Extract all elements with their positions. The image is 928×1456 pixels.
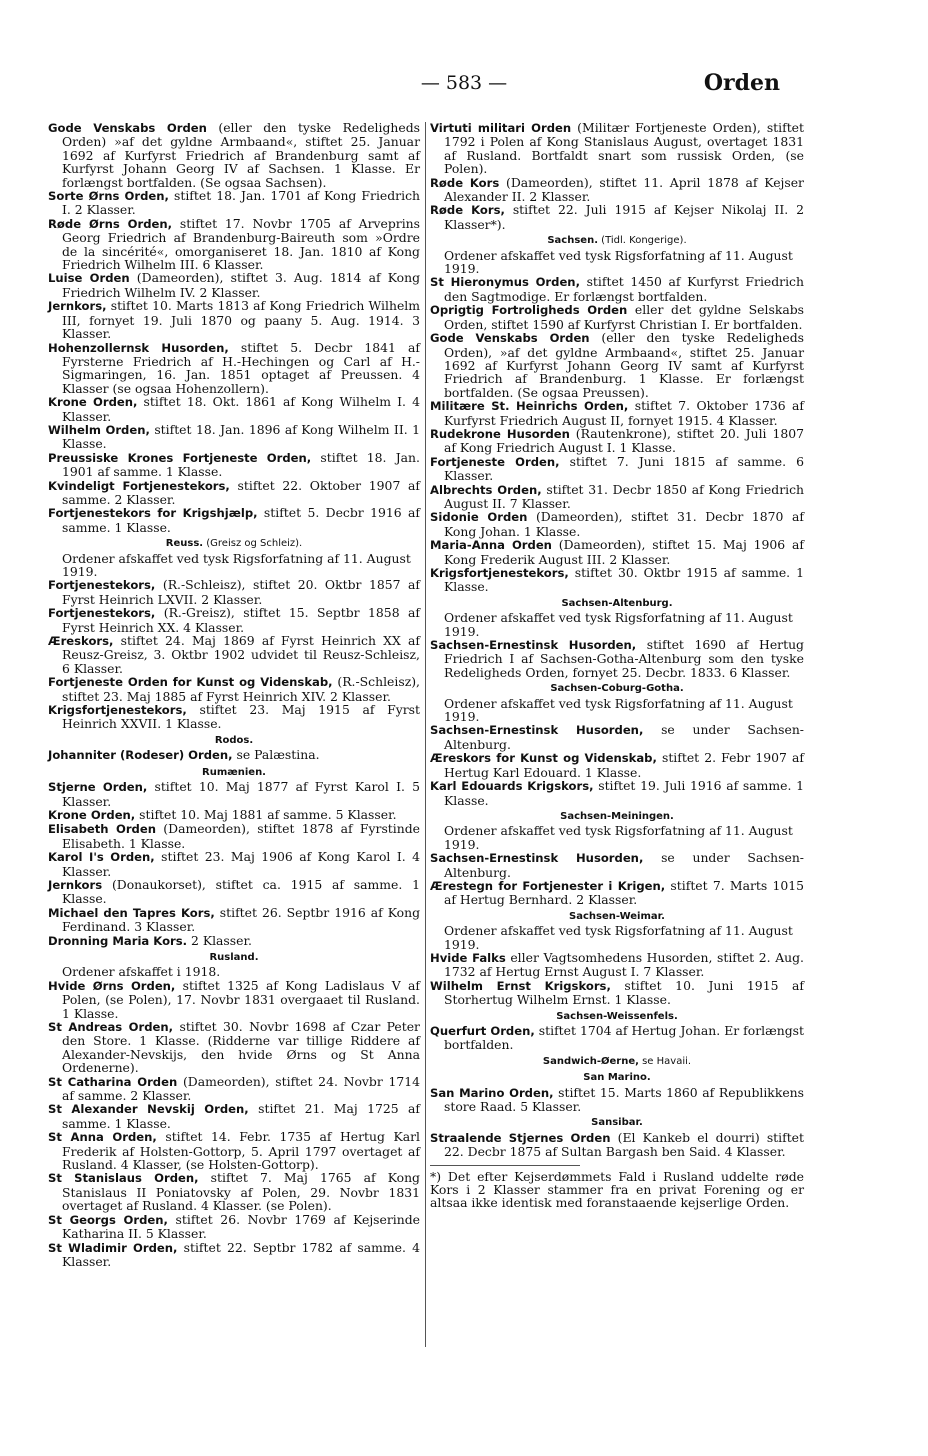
section-heading [430,1116,804,1129]
order-entry [48,822,420,850]
section-note: Ordener afskaffet ved tysk Rigsforfatning af 11. August 1919. [444,823,793,852]
order-description: stiftet 22. Oktober 1907 af samme. 2 Klasser. [62,477,420,507]
order-name: Sachsen-Ernestinsk Husorden, [430,723,644,738]
order-entry [48,578,420,606]
order-name: Albrechts Orden, [430,482,542,497]
order-description: (R.-Schleisz), stiftet 23. Maj 1885 af Fyrst Heinrich XIV. 2 Klasser. [62,674,421,704]
order-description: stiftet 26. Novbr 1769 af Kejserinde Katharina II. 5 Klasser. [62,1211,420,1242]
order-description: stiftet 19. Juli 1916 af samme. 1 Klasse. [444,778,804,808]
order-entry [430,851,804,879]
order-description: (eller den tyske Redeligheds Orden) »af det gyldne Armbaand«, stiftet 25. Januar 1692 af Kurfyrst Friedrich af Brandenburg samt af Kurfyrst Johann Georg IV af Sachsen. 1 Klasse. Er forlængst bortfalden. (Se ogsaa Sachsen). [62,120,420,190]
order-entry [430,879,804,907]
order-entry [430,427,804,455]
section-heading [430,597,804,610]
order-name: Elisabeth Orden [48,822,156,837]
order-name: Rudekrone Husorden [430,426,570,441]
order-description: stiftet 22. Juli 1915 af Kejser Nikolaj II. 2 Klasser*). [444,202,804,232]
order-name: Fortjenestekors, [48,578,156,593]
order-description: se under Sachsen-Altenburg. [444,722,804,752]
section-name: Sachsen-Weimar. [569,910,665,922]
section-note: Ordener afskaffet ved tysk Rigsforfatning af 11. August 1919. [444,610,793,639]
order-entry [48,395,420,423]
section-note: Ordener afskaffet ved tysk Rigsforfatning af 11. August 1919. [444,247,793,277]
order-entry [48,675,420,703]
order-name: Sidonie Orden [430,510,528,525]
order-name: Røde Kors, [430,203,505,218]
order-entry [48,506,420,534]
order-name: Krigsfortjenestekors, [48,703,187,718]
order-name: St Wladimir Orden, [48,1240,178,1255]
order-entry [48,1171,420,1212]
order-entry [48,1075,420,1103]
order-description: stiftet 22. Septbr 1782 af samme. 4 Klasser. [62,1239,420,1269]
order-entry [430,566,804,594]
order-entry [48,451,420,479]
order-entry [430,121,804,176]
section-heading [430,1010,804,1023]
order-name: Michael den Tapres Kors, [48,905,215,920]
order-entry [48,606,420,634]
order-description: stiftet 18. Jan. 1701 af Kong Friedrich I. 2 Klasser. [62,188,420,218]
section-note: (Greisz og Schleiz). [203,538,303,550]
order-name: St Alexander Nevskij Orden, [48,1102,249,1117]
order-description: stiftet 18. Jan. 1896 af Kong Wilhelm II. 1 Klasse. [62,421,420,452]
order-name: Ærestegn for Fortjenester i Krigen, [430,878,666,893]
section-name: San Marino. [583,1072,651,1084]
section-heading [430,682,804,695]
section-name: Rumænien. [202,766,266,778]
order-entry [48,121,420,189]
order-name: Sachsen-Ernestinsk Husorden, [430,851,644,866]
section-name: Sansibar. [591,1117,643,1129]
order-name: Straalende Stjernes Orden [430,1130,611,1145]
order-description: stiftet 10. Maj 1881 af samme. 5 Klasser. [135,806,397,822]
order-entry [48,906,420,934]
order-entry [430,751,804,779]
order-description: stiftet 15. Marts 1860 af Republikkens store Raad. 5 Klasser. [444,1084,804,1115]
order-entry [48,878,420,906]
order-name: Wilhelm Orden, [48,422,150,437]
section-name: Sachsen-Meiningen. [560,810,674,822]
order-description: (Dameorden), stiftet 11. April 1878 af Kejser Alexander II. 2 Klasser. [444,174,804,205]
order-entry [430,455,804,483]
order-entry [48,808,420,822]
order-name: Æreskors, [48,634,114,649]
order-entry [48,850,420,878]
order-name: Krigsfortjenestekors, [430,566,569,580]
order-description: (R.-Greisz), stiftet 15. Septbr 1858 af Fyrst Heinrich XX. 4 Klasser. [62,605,420,635]
order-name: Fortjenestekors, [48,606,156,621]
order-description: (Dameorden), stiftet 15. Maj 1906 af Kong Frederik August III. 2 Klasser. [444,537,804,567]
order-name: St Stanislaus Orden, [48,1171,199,1186]
section-note: Ordener afskaffet ved tysk Rigsforfatning af 11. August 1919. [62,550,411,579]
order-entry [430,979,804,1007]
order-name: Militære St. Heinrichs Orden, [430,399,629,414]
order-description: stiftet 17. Novbr 1705 af Arveprins Georg Friedrich af Brandenburg-Baireuth som »Ordre de la sincérité«, omorganiseret 18. Jan. 1810 af Kong Friedrich Wilhelm III. 6 Klasser. [62,215,421,273]
order-name: Fortjenestekors for Krigshjælp, [48,506,258,521]
order-entry [430,723,804,751]
order-description: se under Sachsen-Altenburg. [444,850,804,880]
order-description: (eller den tyske Redeligheds Orden), »af det gyldne Armbaand«, stiftet 25. Januar 1692 af Kurfyrst Johann Georg IV samt af Kurfyrst Friedrich af Brandenburg. 1 Klasse. Er forlængst bortfalden. (Se ogsaa Preussen). [444,330,804,400]
order-entry [48,634,420,675]
order-entry [48,341,420,396]
order-name: Karl Edouards Krigskors, [430,779,594,794]
order-name: Kvindeligt Fortjenestekors, [48,478,230,493]
order-description: (Militær Fortjeneste Orden), stiftet 1792 i Polen af Kong Stanislaus August, overtaget 1831 af Rusland. Bortfaldt snart som russisk Orden, (se Polen). [444,120,804,177]
page-number: — 583 — [420,72,508,94]
order-entry [430,203,804,231]
order-entry [48,703,420,731]
order-description: stiftet 18. Okt. 1861 af Kong Wilhelm I. 4 Klasser. [62,394,420,424]
order-name: St Catharina Orden [48,1074,178,1089]
order-name: Karol I's Orden, [48,850,155,865]
order-description: stiftet 7. Oktober 1736 af Kurfyrst Friedrich August II, fornyet 1915. 4 Klasser. [444,398,804,428]
order-description: stiftet 23. Maj 1906 af Kong Karol I. 4 Klasser. [62,849,420,879]
order-name: Fortjeneste Orden for Kunst og Videnskab, [48,675,333,690]
order-name: Krone Orden, [48,807,136,822]
order-entry [430,1086,804,1114]
order-entry [430,638,804,679]
section-note: Ordener afskaffet i 1918. [62,964,221,980]
order-name: Johanniter (Rodeser) Orden, [48,748,233,763]
order-entry [48,1020,420,1075]
order-description: eller Vagtsomhedens Husorden, stiftet 2. Aug. 1732 af Hertug Ernst August I. 7 Klasser. [444,949,804,980]
order-description: stiftet 21. Maj 1725 af samme. 1 Klasse. [62,1101,420,1131]
order-description: stiftet 23. Maj 1915 af Fyrst Heinrich XXVII. 1 Klasse. [62,702,420,732]
section-name: Sandwich-Øerne, [542,1055,639,1067]
order-entry [48,934,420,948]
order-name: St Anna Orden, [48,1130,157,1145]
section-heading [48,951,420,964]
order-entry [48,299,420,340]
order-entry [48,479,420,507]
order-entry [430,1131,804,1159]
order-description: (R.-Schleisz), stiftet 20. Oktbr 1857 af Fyrst Heinrich LXVII. 2 Klasser. [62,577,420,607]
order-name: Preussiske Krones Fortjeneste Orden, [48,450,312,465]
order-name: Jernkors, [48,299,107,314]
order-description: (Dameorden), stiftet 31. Decbr 1870 af Kong Johan. 1 Klasse. [444,509,804,539]
order-name: Querfurt Orden, [430,1024,535,1038]
order-entry [48,189,420,217]
order-description: stiftet 10. Juni 1915 af Storhertug Wilhelm Ernst. 1 Klasse. [444,977,805,1008]
section-name: Rusland. [209,951,259,963]
order-name: Krone Orden, [48,395,138,410]
order-entry [48,780,420,808]
order-description: eller det gyldne Selskabs Orden, stiftet 1590 af Kurfyrst Christian I. Er bortfalden. [444,302,805,332]
left-column [48,121,420,1268]
order-description: stiftet 18. Jan. 1901 af samme. 1 Klasse. [62,449,420,480]
order-description: stiftet 1690 af Hertug Friedrich I af Sachsen-Gotha-Altenburg som den tyske Redeligheds Orden, fornyet 25. Decbr. 1833. 6 Klasser. [444,637,804,680]
order-entry [48,748,420,762]
order-description: stiftet 30. Oktbr 1915 af samme. 1 Klasse. [444,565,804,595]
section-heading [48,734,420,747]
order-name: Hvide Falks [430,950,506,965]
order-description: stiftet 1325 af Kong Ladislaus V af Polen, (se Polen), 17. Novbr 1831 overgaaet til Rusland. 1 Klasse. [62,977,420,1021]
section-note: (Tidl. Kongerige). [598,235,687,247]
section-heading [430,910,804,923]
order-name: Fortjeneste Orden, [430,454,560,469]
order-name: St Hieronymus Orden, [430,275,580,290]
order-description: stiftet 31. Decbr 1850 af Kong Friedrich August II. 7 Klasser. [444,481,805,511]
order-name: Hohenzollernsk Husorden, [48,340,229,355]
section-heading [430,1071,804,1084]
section-name: Sachsen-Weissenfels. [556,1010,678,1022]
order-entry [430,779,804,807]
section-heading [430,810,804,823]
order-name: Oprigtig Fortroligheds Orden [430,303,628,318]
order-description: (Rautenkrone), stiftet 20. Juli 1807 af Kong Friedrich August I. 1 Klasse. [444,425,804,456]
order-description: se Palæstina. [232,747,320,763]
order-name: Jernkors [48,877,103,892]
order-entry [430,510,804,538]
order-description: stiftet 30. Novbr 1698 af Czar Peter den Store. 1 Klasse. (Ridderne var tillige Riddere af Alexander-Nevskijs, den hvide Ørns og St Anna Ordenerne). [62,1019,420,1076]
order-entry [430,538,804,566]
order-description: stiftet 7. Marts 1015 af Hertug Bernhard. 2 Klasser. [444,877,805,908]
order-name: Dronning Maria Kors. [48,933,188,948]
section-heading [48,766,420,779]
order-description: stiftet 1704 af Hertug Johan. Er forlængst bortfalden. [444,1023,805,1053]
order-entry [430,1024,804,1052]
order-name: St Andreas Orden, [48,1020,174,1034]
section-name: Sachsen. [547,235,598,247]
order-entry [48,1102,420,1130]
order-entry [48,1213,420,1241]
order-entry [48,979,420,1020]
section-name: Sachsen-Coburg-Gotha. [550,683,684,695]
section-name: Sachsen-Altenburg. [561,597,673,609]
section-name: Rodos. [214,734,254,746]
order-description: 2 Klasser. [187,932,252,948]
footnote-rule [430,1165,580,1166]
section-note: Ordener afskaffet ved tysk Rigsforfatning af 11. August 1919. [444,695,793,725]
order-entry [48,423,420,451]
order-name: Maria-Anna Orden [430,538,552,553]
order-name: Stjerne Orden, [48,780,148,795]
order-description: stiftet 5. Decbr 1841 af Fyrsterne Friedrich af H.-Hechingen og Carl af H.-Sigmaringen, 16. Jan. 1851 optaget af Preussen. 4 Klasser (se ogsaa Hohenzollern). [62,339,421,396]
order-description: stiftet 14. Febr. 1735 af Hertug Karl Frederik af Holsten-Gottorp, 5. April 1797 overtaget af Rusland. 4 Klasser, (se Holsten-Gottorp). [62,1129,420,1173]
order-name: Hvide Ørns Orden, [48,978,176,993]
order-description: (Dameorden), stiftet 3. Aug. 1814 af Kong Friedrich Wilhelm IV. 2 Klasser. [62,270,421,300]
order-description: stiftet 10. Maj 1877 af Fyrst Karol I. 5 Klasser. [62,779,420,809]
order-entry [430,303,804,331]
footnote: *) Det efter Kejserdømmets Fald i Rusland uddelte røde Kors i 2 Klasser stammer fra en privat Forening og er altsaa ikke identisk med foranstaaende kejserlige Orden. [430,1168,804,1211]
order-entry [430,399,804,427]
section-heading [430,234,804,247]
order-description: (El Kankeb el dourri) stiftet 22. Decbr 1875 af Sultan Bargash ben Said. 4 Klasser. [444,1129,804,1160]
order-entry [48,271,420,299]
order-description: stiftet 26. Septbr 1916 af Kong Ferdinand. 3 Klasser. [62,904,421,935]
order-name: Sachsen-Ernestinsk Husorden, [430,638,637,653]
order-name: Gode Venskabs Orden [48,121,207,135]
order-name: Luise Orden [48,271,130,286]
section-heading [48,537,420,550]
column-divider [425,122,426,1347]
running-title: Orden [703,70,780,96]
order-description: (Dameorden), stiftet 24. Novbr 1714 af samme. 2 Klasser. [62,1073,420,1104]
order-entry [48,217,420,272]
order-name: San Marino Orden, [430,1085,554,1100]
order-name: St Georgs Orden, [48,1212,168,1227]
order-description: stiftet 7. Juni 1815 af samme. 6 Klasser. [444,453,804,484]
order-description: stiftet 7. Maj 1765 af Kong Stanislaus II Poniatovsky af Polen, 29. Novbr 1831 overtaget af Rusland. 4 Klasser. (se Polen). [62,1170,420,1214]
section-heading [430,1055,804,1068]
order-name: Røde Ørns Orden, [48,216,173,231]
order-description: stiftet 5. Decbr 1916 af samme. 1 Klasse. [62,505,420,535]
section-note: Ordener afskaffet ved tysk Rigsforfatning af 11. August 1919. [444,923,793,952]
section-note: se Havaii. [638,1055,692,1067]
order-entry [430,951,804,979]
order-entry [430,275,804,303]
order-name: Wilhelm Ernst Krigskors, [430,978,611,993]
order-entry [48,1130,420,1171]
order-name: Æreskors for Kunst og Videnskab, [430,751,657,766]
order-description: (Dameorden), stiftet 1878 af Fyrstinde Elisabeth. 1 Klasse. [62,821,420,851]
order-name: Røde Kors [430,175,500,190]
order-description: stiftet 1450 af Kurfyrst Friedrich den Sagtmodige. Er forlængst bortfalden. [444,274,804,304]
section-name: Reuss. [165,538,204,550]
order-name: Virtuti militari Orden [430,121,572,135]
order-description: (Donaukorset), stiftet ca. 1915 af samme. 1 Klasse. [62,876,420,907]
order-name: Sorte Ørns Orden, [48,189,169,204]
order-name: Gode Venskabs Orden [430,331,590,346]
order-description: stiftet 24. Maj 1869 af Fyrst Heinrich XX af Reusz-Greisz, 3. Oktbr 1902 udvidet til Reusz-Schleisz, 6 Klasser. [62,633,420,676]
order-entry [430,176,804,204]
order-description: stiftet 2. Febr 1907 af Hertug Karl Edouard. 1 Klasse. [444,750,804,780]
order-entry [430,483,804,511]
order-entry [430,331,804,399]
order-entry [48,1241,420,1269]
right-column [430,121,804,1210]
order-description: stiftet 10. Marts 1813 af Kong Friedrich Wilhelm III, fornyet 19. Juli 1870 og paany 5. Aug. 1914. 3 Klasser. [62,298,420,342]
